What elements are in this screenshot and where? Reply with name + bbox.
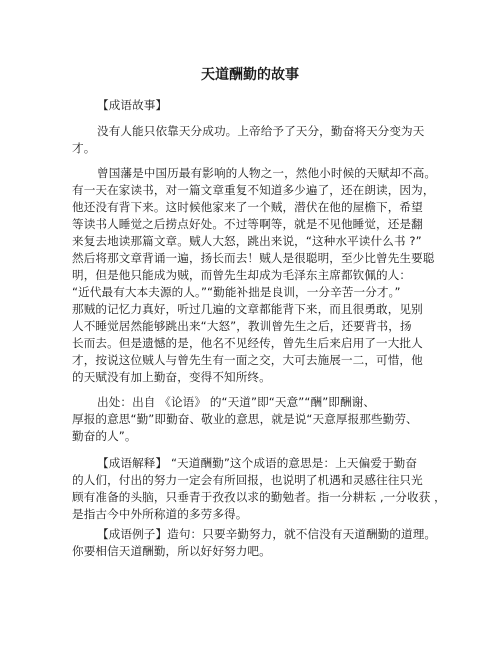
text-line: 他还没有背下来。这时候他家来了一个贼，潜伏在他的屋檐下，希望 bbox=[72, 200, 423, 214]
text-line: 来复去地读那篇文章。贼人大怒，跳出来说，“这种水平读什么书 ?” bbox=[72, 234, 422, 248]
text-line: 的人们，付出的努力一定会有所回报，也说明了机遇和灵感往往只光 bbox=[72, 473, 423, 487]
text-line: 是指古今中外所称道的多劳多得。 bbox=[72, 507, 248, 521]
text-line: 的天赋没有加上勤奋，变得不知所终。 bbox=[72, 370, 271, 384]
text-line: 然后将那文章背诵一遍，扬长而去！贼人是很聪明，至少比曾先生要聪 bbox=[72, 251, 435, 265]
text-line: 厚报的意思“勤”即勤奋、敬业的意思，就是说“天意厚报那些勤劳、 bbox=[72, 412, 418, 426]
text-line: 出处：出自 《论语》 的“天道”即“天意”“酬”即酬谢、 bbox=[97, 395, 376, 409]
text-line: 【成语例子】造句：只要辛勤努力，就不信没有天道酬勤的道理。 bbox=[97, 527, 437, 541]
text-line: 勤奋的人”。 bbox=[72, 429, 137, 443]
text-line: 【成语解释】 “天道酬勤”这个成语的意思是：上天偏爱于勤奋 bbox=[97, 456, 418, 470]
document-title: 天道酬勤的故事 bbox=[201, 67, 299, 83]
text-line: 有一天在家读书，对一篇文章重复不知道多少遍了，还在朗读，因为， bbox=[72, 183, 435, 197]
text-line: 顾有准备的头脑，只垂青于孜孜以求的勤勉者。指一分耕耘 ,一分收获 ， bbox=[72, 490, 446, 504]
text-line: 人不睡觉居然能够跳出来“大怒”，教训曾先生之后，还要背书，扬 bbox=[72, 319, 412, 333]
text-line: 明，但是他只能成为贼，而曾先生却成为毛泽东主席都钦佩的人： bbox=[72, 268, 412, 282]
text-line: 才，按说这位贼人与曾先生有一面之交，大可去施展一二，可惜，他 bbox=[72, 353, 423, 367]
text-line: 等读书人睡觉之后捞点好处。不过等啊等，就是不见他睡觉，还是翻 bbox=[72, 217, 423, 231]
text-line: 【成语故事】 bbox=[97, 98, 168, 112]
text-line: 曾国藩是中国历最有影响的人物之一，然他小时候的天赋却不高。 bbox=[97, 166, 437, 180]
text-line: 那贼的记忆力真好，听过几遍的文章都能背下来，而且很勇敢，见别 bbox=[72, 302, 423, 316]
text-line: 没有人能只依靠天分成功。上帝给予了天分，勤奋将天分变为天 bbox=[97, 124, 425, 138]
text-line: 你要相信天道酬勤，所以好好努力吧。 bbox=[72, 544, 271, 558]
text-line: 长而去。但是遗憾的是，他名不见经传，曾先生后来启用了一大批人 bbox=[72, 336, 423, 350]
text-line: “近代最有大本夫源的人。”“勤能补拙是良训，一分辛苦一分才。” bbox=[72, 285, 401, 299]
text-line: 才。 bbox=[72, 141, 96, 155]
